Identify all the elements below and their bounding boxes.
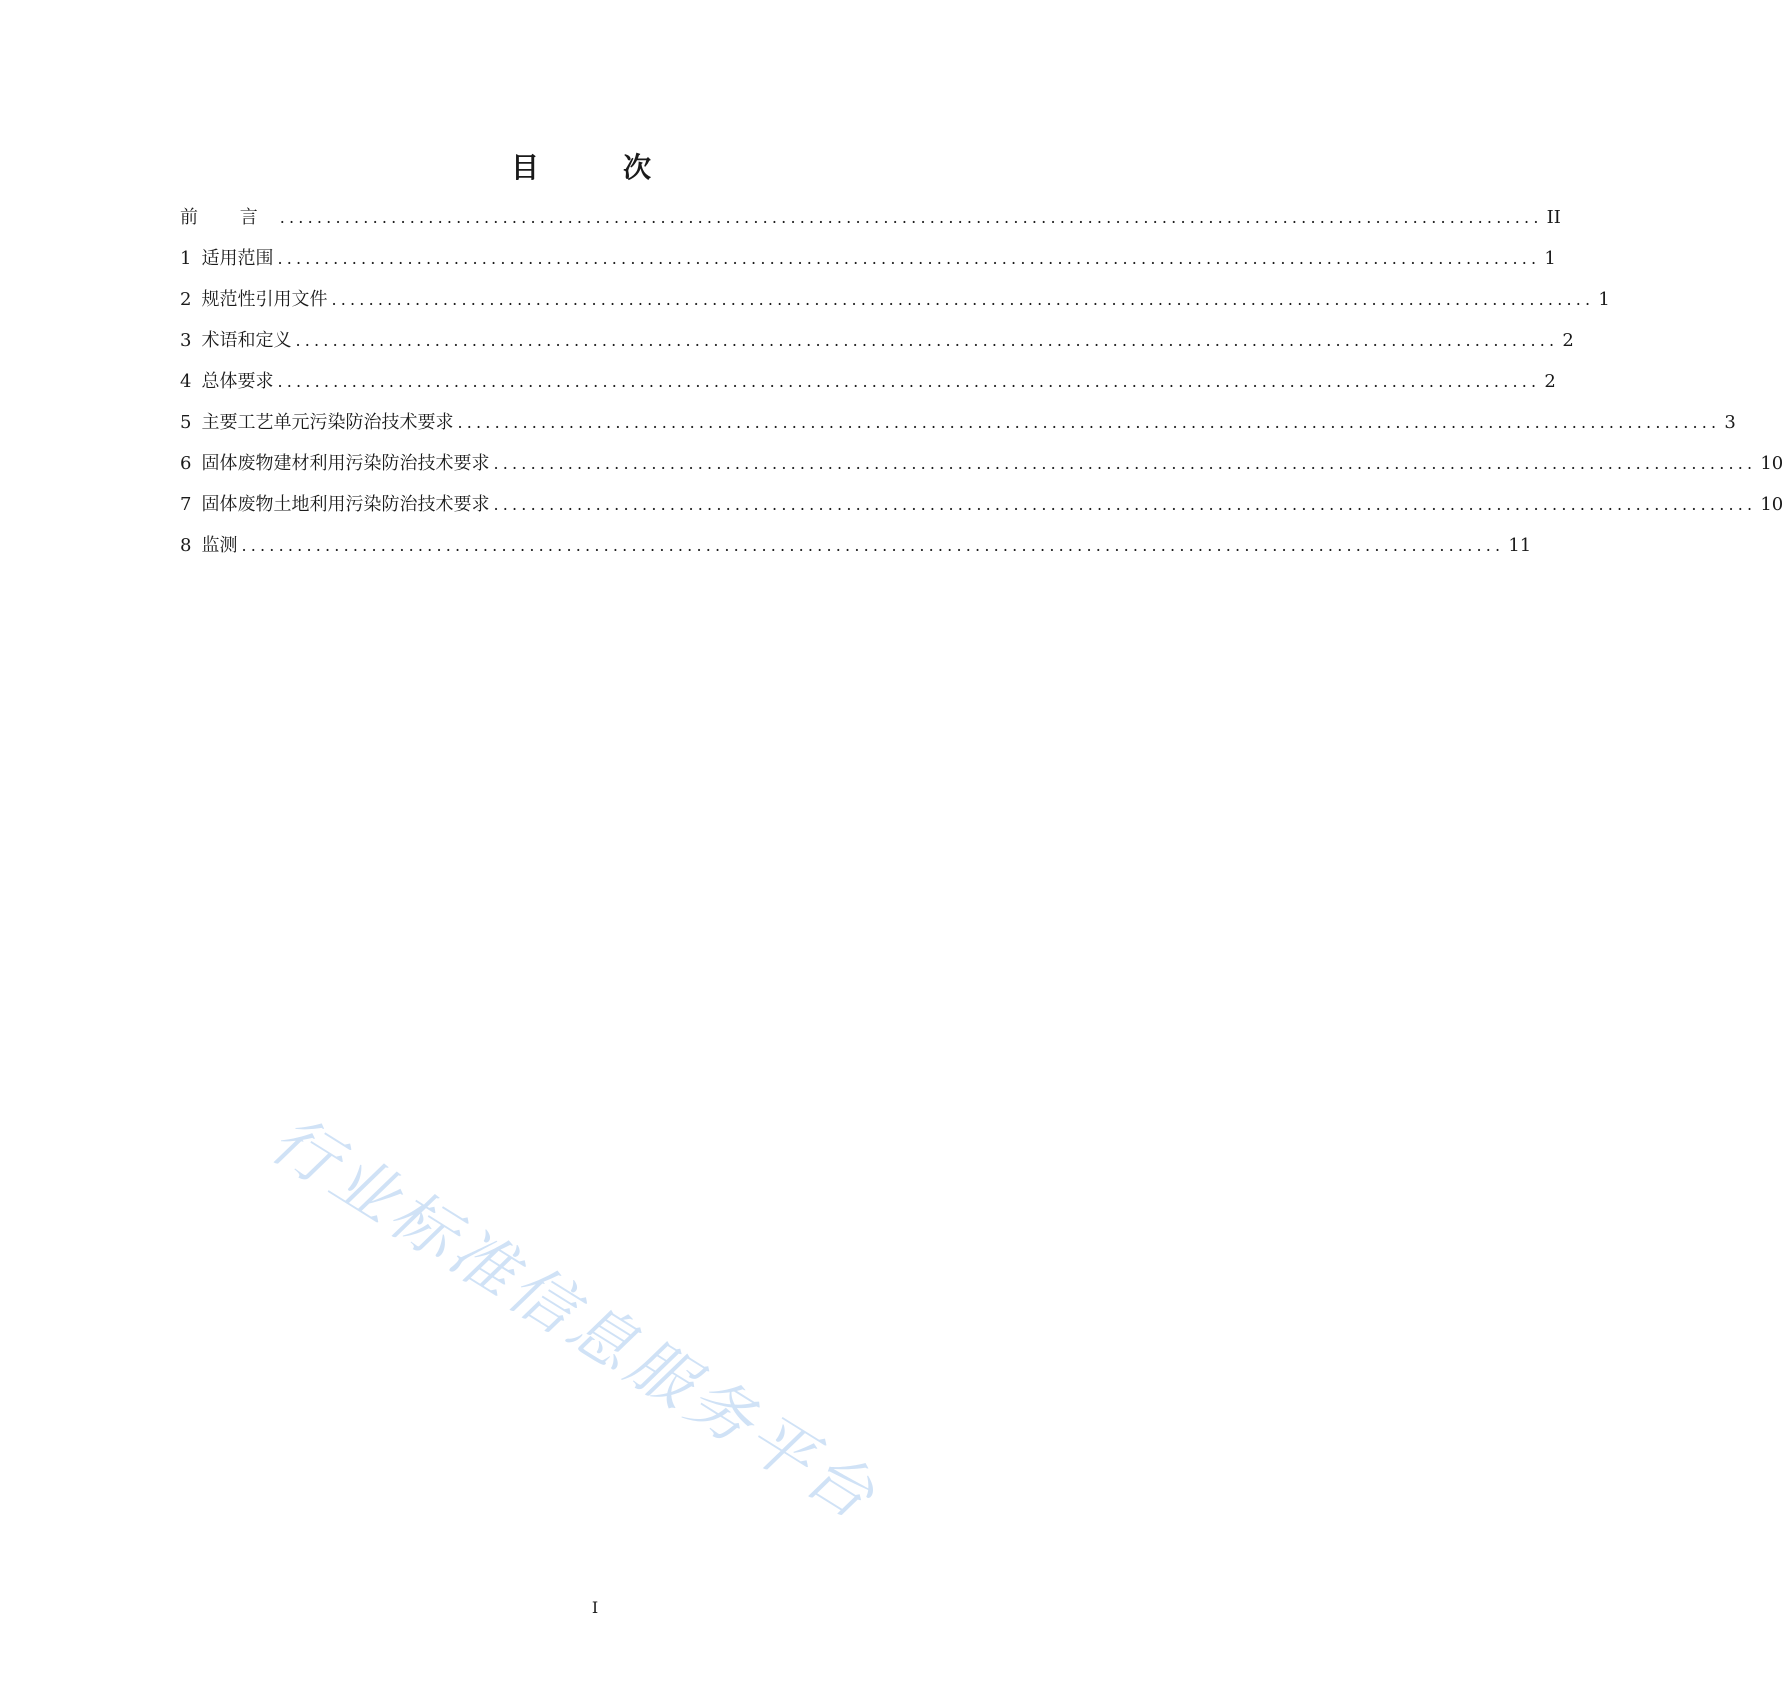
toc-entry-text: 固体废物建材利用污染防治技术要求 bbox=[201, 453, 490, 474]
toc-label bbox=[180, 368, 273, 396]
toc-section-number: 2 bbox=[180, 289, 192, 310]
toc-entry-preface[interactable] bbox=[180, 204, 1561, 245]
toc-page-number: 2 bbox=[1562, 330, 1574, 351]
toc-entry-text: 主要工艺单元污染防治技术要求 bbox=[201, 412, 454, 433]
toc-label bbox=[180, 409, 453, 437]
toc-entry-text: 监测 bbox=[201, 535, 238, 556]
toc-section-number: 6 bbox=[180, 453, 192, 474]
toc-entry-3[interactable] bbox=[180, 327, 1574, 368]
toc-page-number: II bbox=[1546, 207, 1561, 228]
toc-entry-6[interactable] bbox=[180, 450, 1783, 491]
toc-label bbox=[180, 532, 237, 560]
toc-page-number: 1 bbox=[1544, 248, 1556, 269]
toc-entry-text: 总体要求 bbox=[201, 371, 274, 392]
toc-leader-dots: ........................................................................................................................................ bbox=[241, 536, 1505, 555]
toc-entry-5[interactable] bbox=[180, 409, 1736, 450]
toc-label bbox=[180, 245, 273, 273]
toc-entry-text: 规范性引用文件 bbox=[201, 289, 328, 310]
toc-entry-text: 适用范围 bbox=[201, 248, 274, 269]
toc-section-number: 8 bbox=[180, 535, 192, 556]
toc-leader-dots: ........................................................................................................................................ bbox=[295, 331, 1559, 350]
toc-leader-dots: ........................................................................................................................................ bbox=[277, 249, 1541, 268]
watermark: 行业标准信息服务平台 bbox=[257, 1102, 891, 1537]
toc-page-number: 2 bbox=[1544, 371, 1556, 392]
toc-entry-text: 前 言 bbox=[180, 207, 276, 228]
page-title: 目 次 bbox=[510, 151, 679, 184]
toc-label bbox=[180, 491, 489, 519]
toc-entry-8[interactable] bbox=[180, 532, 1532, 573]
toc-section-number: 7 bbox=[180, 494, 192, 515]
toc-leader-dots: ........................................................................................................................................ bbox=[457, 413, 1721, 432]
toc-section-number: 5 bbox=[180, 412, 192, 433]
toc-entry-2[interactable] bbox=[180, 286, 1610, 327]
toc-section-number: 3 bbox=[180, 330, 192, 351]
toc-page-number: 11 bbox=[1508, 535, 1532, 556]
toc-entry-text: 固体废物土地利用污染防治技术要求 bbox=[201, 494, 490, 515]
toc-label bbox=[180, 204, 276, 232]
toc-label bbox=[180, 450, 489, 478]
toc-page-number: 10 bbox=[1760, 494, 1783, 515]
toc-page-number: 1 bbox=[1598, 289, 1610, 310]
toc-leader-dots: ........................................................................................................................................ bbox=[277, 372, 1541, 391]
toc-leader-dots: ........................................................................................................................................ bbox=[493, 454, 1757, 473]
table-of-contents bbox=[180, 204, 1783, 573]
toc-entry-text: 术语和定义 bbox=[201, 330, 292, 351]
footer-page-number: I bbox=[591, 1598, 599, 1617]
toc-label bbox=[180, 327, 291, 355]
toc-leader-dots: ........................................................................................................................................ bbox=[331, 290, 1595, 309]
toc-leader-dots: ........................................................................................................................................ bbox=[279, 208, 1543, 227]
toc-section-number: 4 bbox=[180, 371, 192, 392]
toc-section-number: 1 bbox=[180, 248, 192, 269]
toc-label bbox=[180, 286, 327, 314]
toc-entry-4[interactable] bbox=[180, 368, 1556, 409]
toc-entry-1[interactable] bbox=[180, 245, 1556, 286]
toc-page-number: 3 bbox=[1724, 412, 1736, 433]
toc-page-number: 10 bbox=[1760, 453, 1783, 474]
toc-entry-7[interactable] bbox=[180, 491, 1783, 532]
toc-leader-dots: ........................................................................................................................................ bbox=[493, 495, 1757, 514]
